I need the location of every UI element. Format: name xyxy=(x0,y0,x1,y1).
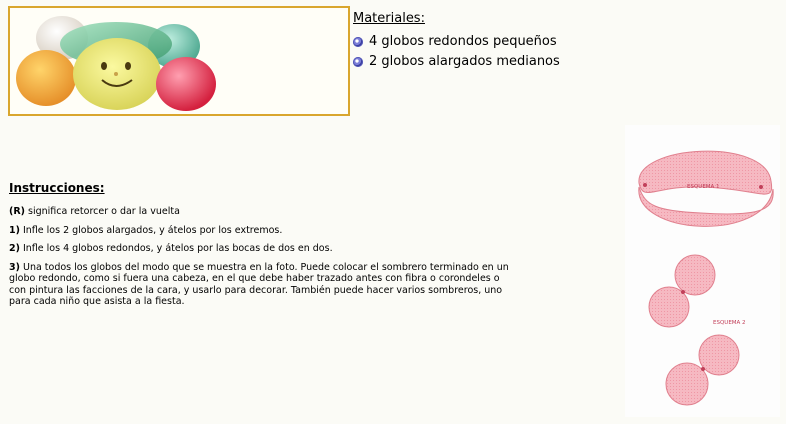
diagram-label-1: ESQUEMA 1 xyxy=(687,184,720,190)
step-text: Una todos los globos del modo que se muestra en la foto. Puede colocar el sombrero terminado en un globo redondo, como si fuera una cabeza, en el que debe haber trazado antes con fibra o corondeles o con pintura las facciones de la cara, y usarlo para decorar. También puede hacer varios sombreros, uno para cada niño que asista a la fiesta. xyxy=(9,261,509,307)
legend-key: (R) xyxy=(9,206,25,217)
instructions-title: Instrucciones: xyxy=(9,181,105,195)
materials-item xyxy=(353,32,560,52)
instruction-step xyxy=(9,243,509,255)
bullet-icon xyxy=(353,37,363,47)
balloon-photo xyxy=(8,6,350,116)
red-balloon xyxy=(156,57,216,111)
step-text: Infle los 4 globos redondos, y átelos por las bocas de dos en dos. xyxy=(22,243,333,254)
bullet-icon xyxy=(353,57,363,67)
materials-item-text: 4 globos redondos pequeños xyxy=(369,34,557,49)
step-number: 1) xyxy=(9,224,20,236)
materials-item-text: 2 globos alargados medianos xyxy=(369,54,560,69)
balloon-diagram xyxy=(625,125,780,417)
balloon-eye-left xyxy=(101,62,107,70)
knot-pair-1 xyxy=(681,290,685,294)
materials-title: Materiales: xyxy=(353,11,425,26)
knot-pair-2 xyxy=(701,367,705,371)
balloons-image xyxy=(10,8,348,114)
materials-section xyxy=(353,11,560,72)
diagram-svg xyxy=(625,125,780,417)
materials-item xyxy=(353,52,560,72)
instruction-step xyxy=(9,262,509,308)
legend-line xyxy=(9,206,509,218)
orange-balloon xyxy=(16,50,76,106)
instruction-step xyxy=(9,225,509,237)
step-number: 3) xyxy=(9,261,20,273)
round-balloon xyxy=(675,255,715,295)
knot-right xyxy=(759,185,763,189)
balloon-eye-right xyxy=(125,62,131,70)
step-text: Infle los 2 globos alargados, y átelos por los extremos. xyxy=(22,224,283,236)
diagram-label-2: ESQUEMA 2 xyxy=(713,320,746,326)
step-number: 2) xyxy=(9,243,20,254)
balloon-nose xyxy=(114,72,118,76)
knot-left xyxy=(643,183,647,187)
legend-text: significa retorcer o dar la vuelta xyxy=(28,206,180,217)
instructions-section xyxy=(9,181,509,315)
materials-list xyxy=(353,32,560,72)
